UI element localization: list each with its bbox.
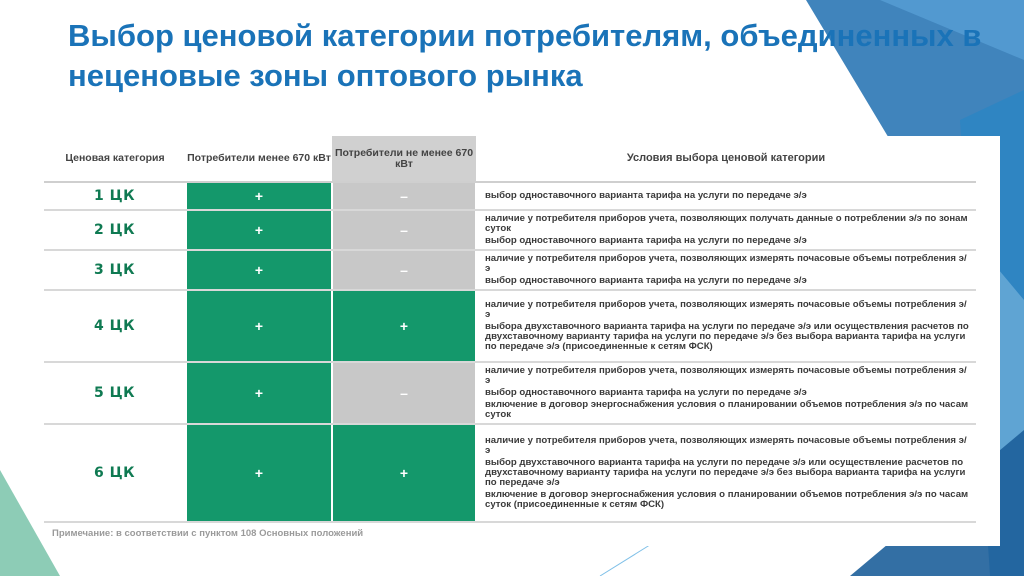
condition-text: выбор одноставочного варианта тарифа на услуги по передаче э/э — [485, 189, 807, 201]
header-conditions: Условия выбора ценовой категории — [476, 136, 976, 182]
table-row — [44, 290, 976, 362]
header-over-670: Потребители не менее 670 кВт — [332, 136, 476, 182]
condition-text: наличие у потребителя приборов учета, позволяющих измерять почасовые объемы потребления э/э — [485, 252, 967, 274]
condition-text: наличие у потребителя приборов учета, позволяющих получать данные о потреблении э/э по зонам суток — [485, 212, 968, 234]
table-row — [44, 250, 976, 290]
condition-text: наличие у потребителя приборов учета, позволяющих измерять почасовые объемы потребления э/э — [485, 298, 967, 320]
under-670-cell: + — [186, 250, 332, 290]
table-footnote: Примечание: в соответствии с пунктом 108 Основных положений — [52, 528, 364, 539]
condition-text: наличие у потребителя приборов учета, позволяющих измерять почасовые объемы потребления э/э — [485, 434, 967, 456]
conditions-cell — [476, 362, 976, 424]
category-cell: 5 ЦК — [44, 362, 186, 424]
under-670-cell: + — [186, 182, 332, 210]
header-under-670: Потребители менее 670 кВт — [186, 136, 332, 182]
table-header-row — [44, 136, 976, 182]
price-category-table-panel — [44, 136, 1000, 546]
table-row — [44, 182, 976, 210]
conditions-cell — [476, 182, 976, 210]
header-category: Ценовая категория — [44, 136, 186, 182]
over-670-cell: + — [332, 424, 476, 522]
condition-text: включение в договор энергоснабжения условия о планировании объемов потребления э/э по часам суток (присоединенные к сетям ФСК) — [485, 488, 969, 510]
under-670-cell: + — [186, 362, 332, 424]
conditions-cell — [476, 424, 976, 522]
category-cell: 2 ЦК — [44, 210, 186, 250]
condition-text: выбор одноставочного варианта тарифа на услуги по передаче э/э — [485, 274, 807, 286]
category-cell: 4 ЦК — [44, 290, 186, 362]
under-670-cell: + — [186, 424, 332, 522]
conditions-cell — [476, 250, 976, 290]
under-670-cell: + — [186, 210, 332, 250]
under-670-cell: + — [186, 290, 332, 362]
over-670-cell: + — [332, 290, 476, 362]
condition-text: включение в договор энергоснабжения условия о планировании объемов потребления э/э по часам суток — [485, 398, 969, 420]
condition-text: выбор одноставочного варианта тарифа на услуги по передаче э/э — [485, 234, 807, 246]
over-670-cell: – — [332, 250, 476, 290]
table-row — [44, 362, 976, 424]
condition-text: выбора двухставочного варианта тарифа на услуги по передаче э/э или осуществления расчетов по двухставочному варианту тарифа на услуги по передаче э/э без выбора варианта тарифа на услуги по передаче э/э (присоединенные к сетям ФСК) — [485, 320, 969, 352]
over-670-cell: – — [332, 362, 476, 424]
condition-text: выбор двухставочного варианта тарифа на услуги по передаче э/э или осуществление расчетов по двухставочному варианту тарифа на услуги по передаче э/э без выбора варианта тарифа на услуги по передаче э/э — [485, 456, 966, 488]
over-670-cell: – — [332, 210, 476, 250]
conditions-cell — [476, 210, 976, 250]
condition-text: наличие у потребителя приборов учета, позволяющих измерять почасовые объемы потребления э/э — [485, 364, 967, 386]
slide-title: Выбор ценовой категории потребителям, объединенных в неценовые зоны оптового рынка — [68, 18, 982, 93]
price-category-table — [44, 136, 976, 523]
condition-text: выбор одноставочного варианта тарифа на услуги по передаче э/э — [485, 386, 807, 398]
category-cell: 1 ЦК — [44, 182, 186, 210]
category-cell: 6 ЦК — [44, 424, 186, 522]
table-row — [44, 424, 976, 522]
category-cell: 3 ЦК — [44, 250, 186, 290]
conditions-cell — [476, 290, 976, 362]
over-670-cell: – — [332, 182, 476, 210]
table-row — [44, 210, 976, 250]
